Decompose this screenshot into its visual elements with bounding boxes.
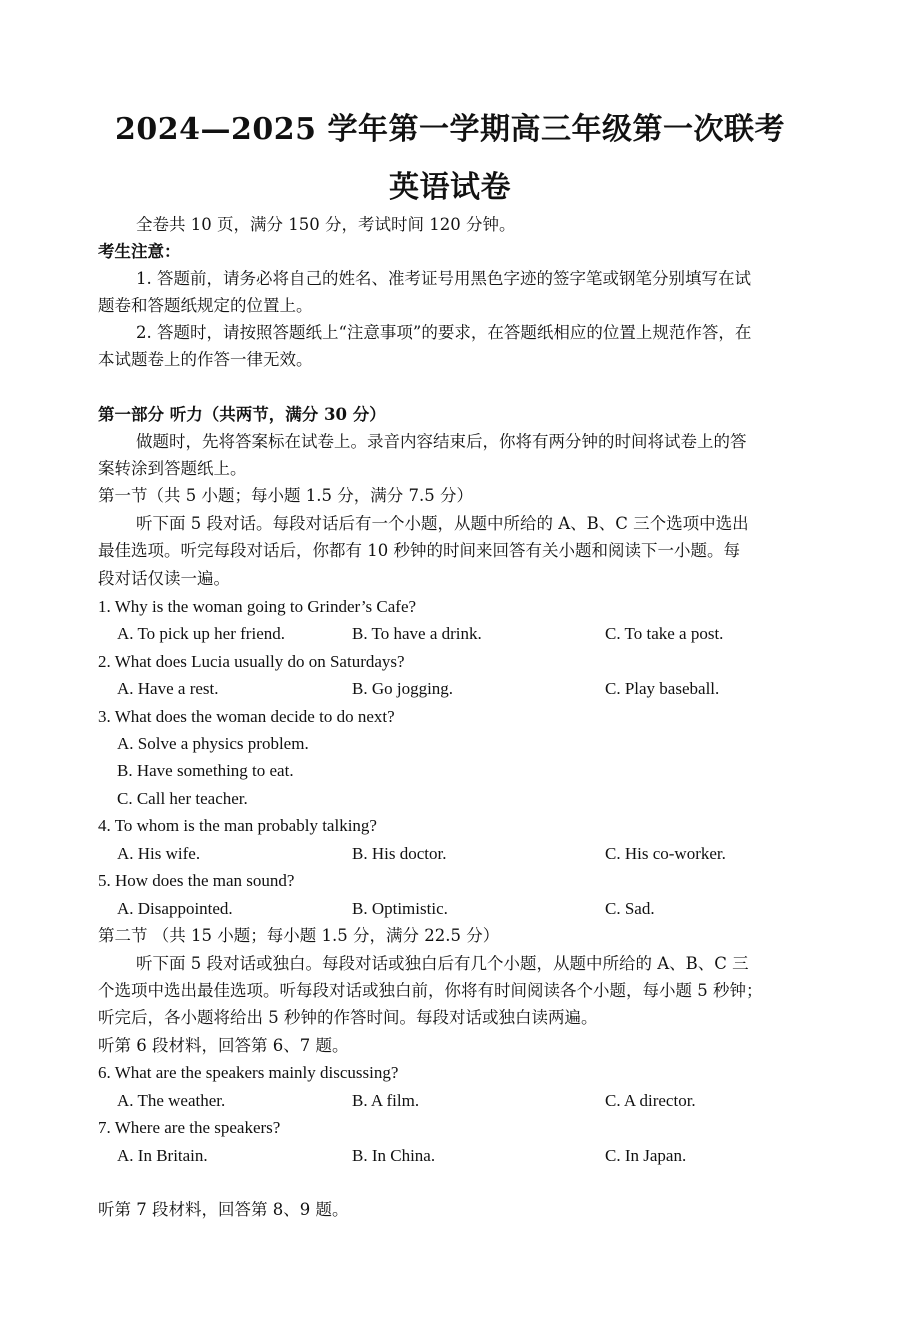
question-5-option-b: B. Optimistic. [352,899,448,918]
question-2: 2. What does Lucia usually do on Saturdays? [98,652,405,671]
question-6-option-b: B. A film. [352,1091,420,1110]
section1-heading: 第一节（共 5 小题；每小题 1.5 分，满分 7.5 分） [98,486,473,505]
question-7-option-b: B. In China. [352,1146,436,1165]
part1-heading: 第一部分 听力（共两节，满分 30 分） [98,405,386,424]
section2-instruction-line-1: 听下面 5 段对话或独白。每段对话或独白后有几个小题，从题中所给的 A、B、C 三 [136,954,749,973]
question-6-option-c: C. A director. [605,1091,696,1110]
exam-title: 2024—2025 学年第一学期高三年级第一次联考 [115,112,785,147]
notice-heading: 考生注意： [98,242,181,261]
question-1-option-b: B. To have a drink. [352,624,482,643]
exam-subtitle: 英语试卷 [389,170,511,205]
question-3-option-a: A. Solve a physics problem. [117,734,309,753]
part1-instruction-line-1: 做题时，先将答案标在试卷上。录音内容结束后，你将有两分钟的时间将试卷上的答 [136,432,747,451]
section2-instruction-line-3: 听完后，各小题将给出 5 秒钟的作答时间。每段对话或独白读两遍。 [98,1008,598,1027]
question-7-option-a: A. In Britain. [117,1146,208,1165]
question-6: 6. What are the speakers mainly discussing? [98,1063,399,1082]
notice-2-line-2: 本试题卷上的作答一律无效。 [98,350,313,369]
question-7-option-c: C. In Japan. [605,1146,687,1165]
question-4: 4. To whom is the man probably talking? [98,816,377,835]
part1-instruction-line-2: 案转涂到答题纸上。 [98,459,247,478]
question-2-option-b: B. Go jogging. [352,679,454,698]
question-3-option-c: C. Call her teacher. [117,789,248,808]
question-4-option-b: B. His doctor. [352,844,447,863]
question-2-option-c: C. Play baseball. [605,679,720,698]
question-1-option-c: C. To take a post. [605,624,724,643]
question-6-option-a: A. The weather. [117,1091,226,1110]
question-5-option-a: A. Disappointed. [117,899,233,918]
question-4-option-c: C. His co-worker. [605,844,726,863]
material-6-instruction: 听第 6 段材料，回答第 6、7 题。 [98,1036,349,1055]
question-3: 3. What does the woman decide to do next? [98,707,395,726]
section1-instruction-line-3: 段对话仅读一遍。 [98,569,230,588]
question-5-option-c: C. Sad. [605,899,655,918]
question-1: 1. Why is the woman going to Grinder’s Cafe? [98,597,417,616]
question-3-option-b: B. Have something to eat. [117,761,294,780]
section1-instruction-line-1: 听下面 5 段对话。每段对话后有一个小题，从题中所给的 A、B、C 三个选项中选出 [136,514,749,533]
exam-summary: 全卷共 10 页，满分 150 分，考试时间 120 分钟。 [136,215,516,234]
notice-2-line-1: 2. 答题时，请按照答题纸上“注意事项”的要求，在答题纸相应的位置上规范作答，在 [136,323,752,342]
question-5: 5. How does the man sound? [98,871,295,890]
question-4-option-a: A. His wife. [117,844,201,863]
notice-1-line-2: 题卷和答题纸规定的位置上。 [98,296,313,315]
question-7: 7. Where are the speakers? [98,1118,281,1137]
notice-1-line-1: 1. 答题前，请务必将自己的姓名、准考证号用黑色字迹的签字笔或钢笔分别填写在试 [136,269,751,288]
section2-instruction-line-2: 个选项中选出最佳选项。听每段对话或独白前，你将有时间阅读各个小题，每小题 5 秒钟； [98,981,763,1000]
material-7-instruction: 听第 7 段材料，回答第 8、9 题。 [98,1200,349,1219]
question-1-option-a: A. To pick up her friend. [117,624,285,643]
section1-instruction-line-2: 最佳选项。听完每段对话后，你都有 10 秒钟的时间来回答有关小题和阅读下一小题。每 [98,541,740,560]
question-2-option-a: A. Have a rest. [117,679,219,698]
section2-heading: 第二节 （共 15 小题；每小题 1.5 分，满分 22.5 分） [98,926,500,945]
